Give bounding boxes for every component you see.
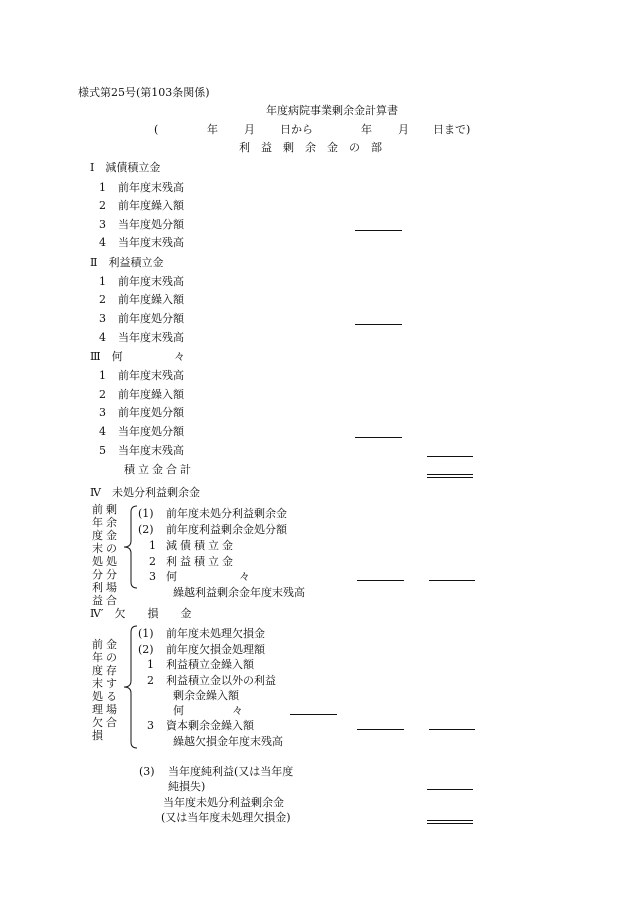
- side-label-left: 前年度末処分利益: [92, 503, 103, 607]
- item-number: (1): [138, 507, 154, 520]
- net-income-label: 当年度純利益(又は当年度: [168, 765, 294, 778]
- side-label-left: 前年度末処理欠損: [92, 638, 103, 742]
- item-label: 前年度繰入額: [118, 293, 184, 306]
- item-label: 前年度処分額: [118, 406, 184, 419]
- carry-forward-label: 繰越欠損金年度末残高: [173, 735, 283, 748]
- total-rule: [429, 729, 475, 730]
- item-label: 当年度処分額: [118, 218, 184, 231]
- subtotal-rule: [355, 437, 402, 438]
- item-label: 剰余金繰入額: [173, 689, 239, 702]
- total-double-rule: [427, 820, 473, 824]
- item-number: 1: [99, 369, 106, 382]
- item-number: (2): [138, 523, 154, 536]
- document-title: 年度病院事業剰余金計算書: [266, 104, 398, 117]
- item-label: 前年度末残高: [118, 275, 184, 288]
- side-label-right: 剰余金の処分場合: [106, 503, 117, 607]
- ditto-mark: 々: [174, 350, 185, 363]
- unappropriated-label: 当年度未処分利益剰余金: [163, 796, 284, 809]
- item-number: 3: [147, 719, 154, 732]
- item-label: 当年度末残高: [118, 444, 184, 457]
- period-open-paren: (: [154, 123, 159, 136]
- item-number: 2: [99, 388, 106, 401]
- item-number: 3: [99, 218, 106, 231]
- item-number: 1: [99, 275, 106, 288]
- item-label: 前年度末残高: [118, 369, 184, 382]
- reserve-total-label: 積立金合計: [124, 463, 194, 476]
- total-rule: [427, 456, 473, 457]
- item-label: 当年度末残高: [118, 331, 184, 344]
- total-rule: [427, 789, 473, 790]
- section-title: 利益剰余金の部: [239, 141, 393, 154]
- ditto-mark: 々: [239, 570, 250, 583]
- item-number: 1: [147, 658, 154, 671]
- left-brace-icon: [122, 625, 138, 749]
- reserve-1-heading: Ⅰ 減債積立金: [90, 161, 161, 174]
- item-number: 4: [99, 331, 106, 344]
- item-number: 2: [147, 674, 154, 687]
- item-number: 2: [149, 555, 156, 568]
- left-brace-icon: [122, 505, 138, 589]
- reserve-3-heading: Ⅲ 何: [90, 350, 123, 363]
- unappropriated-label-cont: (又は当年度未処理欠損金): [161, 811, 291, 824]
- item-label: 前年度欠損金処理額: [166, 643, 265, 656]
- item-number: 4: [99, 425, 106, 438]
- item-label: 当年度処分額: [118, 425, 184, 438]
- item-label: 当年度末残高: [118, 236, 184, 249]
- period-year-1: 年: [207, 123, 218, 136]
- item-number: 2: [99, 293, 106, 306]
- item-label: 利益積立金: [166, 555, 236, 568]
- item-label: 前年度繰入額: [118, 199, 184, 212]
- total-double-rule: [427, 474, 473, 478]
- item-label: 前年度処分額: [118, 312, 184, 325]
- item-label: 前年度未処理欠損金: [166, 627, 265, 640]
- item-number: 5: [99, 444, 106, 457]
- item-number: 3: [99, 406, 106, 419]
- item-label: 何: [173, 704, 184, 717]
- period-month-1: 月: [244, 123, 255, 136]
- ditto-mark: 々: [232, 704, 243, 717]
- period-until: 日まで): [433, 123, 471, 136]
- item-number: 1: [149, 539, 156, 552]
- net-income-label-cont: 純損失): [168, 780, 206, 793]
- period-month-2: 月: [398, 123, 409, 136]
- item-number: (1): [138, 627, 154, 640]
- item-label: 前年度利益剰余金処分額: [166, 523, 287, 536]
- item-number: (2): [138, 643, 154, 656]
- item-label: 利益積立金以外の利益: [166, 674, 276, 687]
- item-number: 3: [149, 570, 156, 583]
- period-from: 日から: [280, 123, 313, 136]
- item-number: (3): [139, 765, 155, 778]
- section-4b-heading: Ⅳ′ 欠 損 金: [90, 607, 192, 620]
- subtotal-rule: [357, 580, 404, 581]
- item-number: 3: [99, 312, 106, 325]
- subtotal-rule: [355, 230, 402, 231]
- item-label: 前年度繰入額: [118, 388, 184, 401]
- subtotal-rule: [355, 324, 402, 325]
- item-label: 前年度末残高: [118, 181, 184, 194]
- reserve-2-heading: Ⅱ 利益積立金: [90, 256, 164, 269]
- side-label-right: 金の存する場合: [106, 638, 117, 729]
- period-year-2: 年: [361, 123, 372, 136]
- item-label: 利益積立金繰入額: [166, 658, 254, 671]
- item-label: 資本剰余金繰入額: [166, 719, 254, 732]
- item-number: 2: [99, 199, 106, 212]
- item-label: 減債積立金: [166, 539, 236, 552]
- section-4-heading: Ⅳ 未処分利益剰余金: [90, 486, 200, 499]
- item-label: 前年度未処分利益剰余金: [166, 507, 287, 520]
- subtotal-rule: [357, 729, 404, 730]
- carry-forward-label: 繰越利益剰余金年度末残高: [173, 586, 305, 599]
- total-rule: [429, 580, 475, 581]
- item-number: 1: [99, 181, 106, 194]
- subtotal-rule: [290, 714, 337, 715]
- item-number: 4: [99, 236, 106, 249]
- item-label: 何: [166, 570, 177, 583]
- form-number: 様式第25号(第103条関係): [78, 86, 210, 99]
